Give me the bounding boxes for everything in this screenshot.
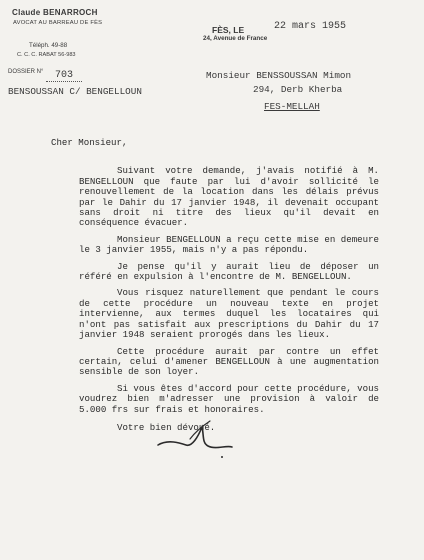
recipient-street: 294, Derb Kherba [253, 84, 343, 95]
closing: Votre bien dévoué. [117, 421, 216, 433]
paragraph-3: Je pense qu'il y aurait lieu de déposer un référé en expulsion à l'encontre de M. BENGELLOUN. [79, 260, 379, 283]
lawyer-address: 24, Avenue de France [203, 35, 268, 42]
dossier-number [46, 64, 82, 82]
paragraph-4: Vous risquez naturellement que pendant le cours de cette procédure un nouveau texte en projet intervienne, aux termes duquel les locataires qui n'ont pas satisfait aux prescriptions du Dahir du 17 janvier 1948 seraient prorogés dans les lieux. [79, 287, 379, 341]
dossier-number-value: 703 [46, 70, 82, 82]
paragraph-1: Suivant votre demande, j'avais notifié à M. BENGELLOUN que faute par lui d'avoir sollicité le renouvellement de la location dans les délais prévus par le Dahir du 17 janvier 1948, il devenait occupant sans droit ni titre des lieux qu'il devait en conséquence évacuer. [79, 165, 379, 229]
letter-body [51, 137, 379, 439]
lawyer-ccc: C. C. C. RABAT 56-983 [17, 52, 76, 58]
recipient-name: Monsieur BENSSOUSSAN Mimon [206, 70, 352, 81]
paragraph-5: Cette procédure aurait par contre un effet certain, celui d'amener BENGELLOUN à une augmentation sensible de son loyer. [79, 345, 379, 378]
recipient-city: FES-MELLAH [264, 101, 320, 112]
paragraph-6: Si vous êtes d'accord pour cette procédure, vous voudrez bien m'adresser une provision à valoir de 5.000 frs sur frais et honoraires. [79, 382, 379, 415]
lawyer-title: AVOCAT AU BARREAU DE FÈS [13, 20, 103, 26]
case-reference: BENSOUSSAN C/ BENGELLOUN [8, 86, 142, 97]
city-label: FÈS, LE [212, 25, 245, 35]
salutation: Cher Monsieur, [51, 137, 128, 148]
lawyer-name: Claude BENARROCH [12, 8, 98, 17]
letter-date: 22 mars 1955 [274, 21, 347, 32]
dossier-label: DOSSIER N° [8, 69, 44, 75]
signature-image [150, 415, 240, 463]
paragraph-2: Monsieur BENGELLOUN a reçu cette mise en demeure le 3 janvier 1955, mais n'y a pas répondu. [79, 233, 379, 256]
lawyer-phone: Téléph. 49-88 [29, 42, 68, 49]
